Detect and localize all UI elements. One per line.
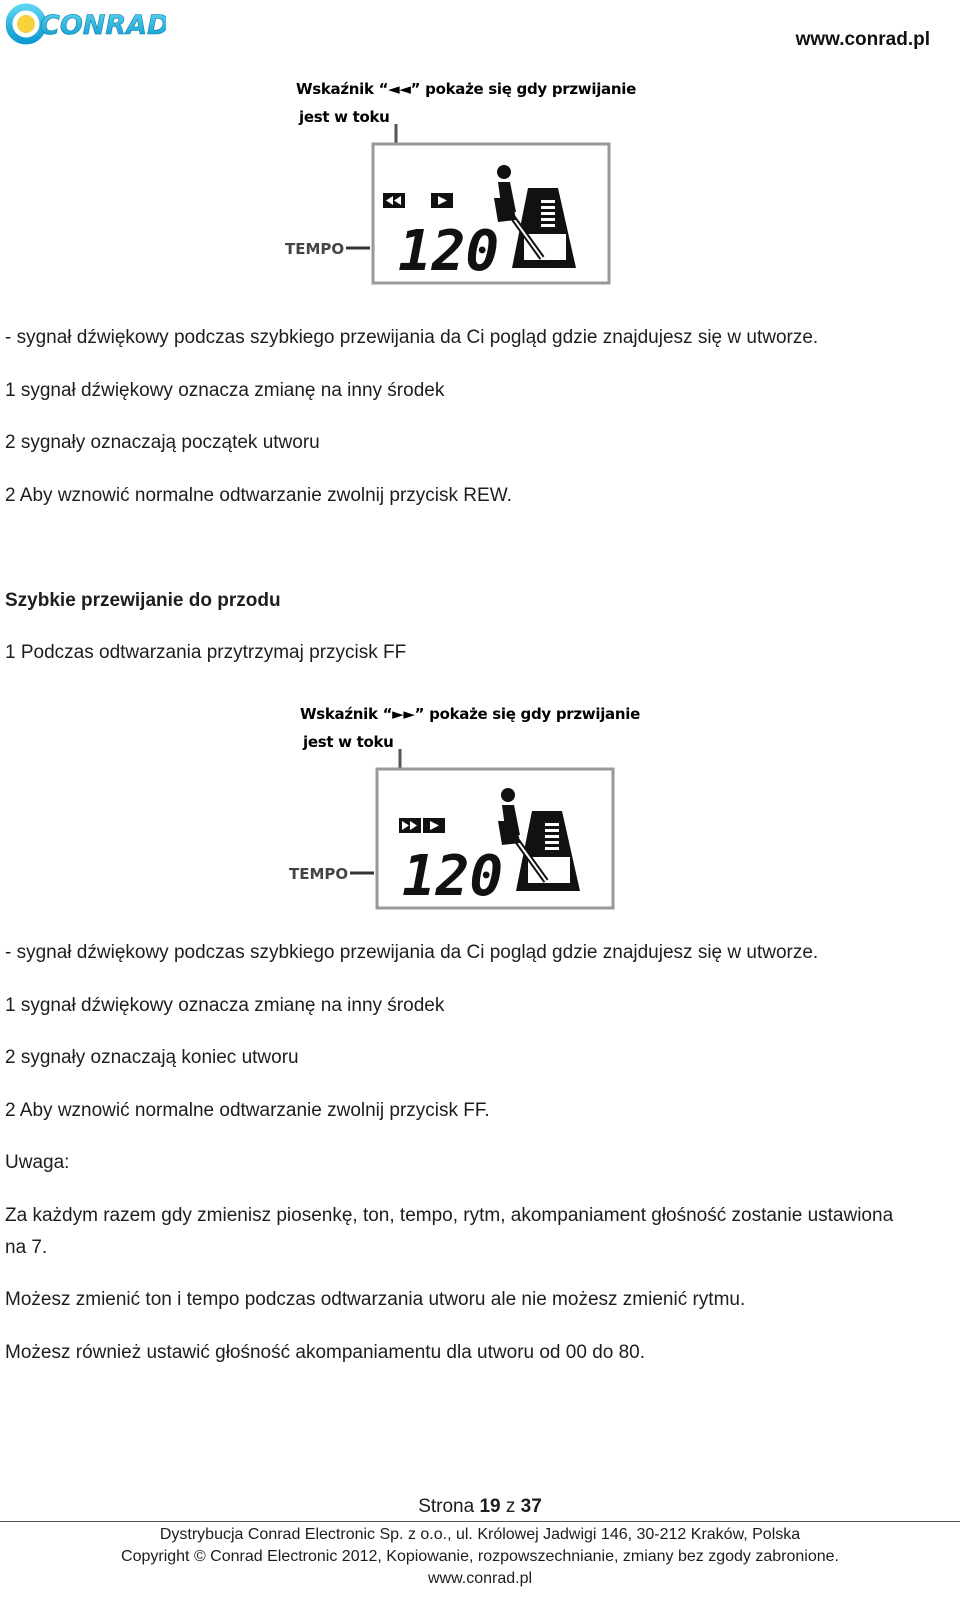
rewind-indicator-icon (383, 193, 405, 208)
logo-wordmark: CONRAD (40, 10, 166, 41)
page-mid: z (500, 1496, 521, 1517)
paragraph: 2 sygnały oznaczają początek utworu (5, 432, 320, 453)
lcd-figure-rewind (280, 72, 670, 287)
footer-copyright: Copyright © Conrad Electronic 2012, Kopiowanie, rozpowszechnianie, zmiany bez zgody zabronione. (121, 1548, 839, 1565)
paragraph: 2 Aby wznowić normalne odtwarzanie zwolnij przycisk FF. (5, 1100, 490, 1121)
paragraph: - sygnał dźwiękowy podczas szybkiego przewijania da Ci pogląd gdzie znajdujesz się w utworze. (5, 942, 819, 963)
paragraph: Możesz zmienić ton i tempo podczas odtwarzania utworu ale nie możesz zmienić rytmu. (5, 1289, 746, 1310)
tempo-label: TEMPO (285, 240, 345, 258)
paragraph: 1 Podczas odtwarzania przytrzymaj przycisk FF (5, 642, 407, 663)
paragraph: - sygnał dźwiękowy podczas szybkiego przewijania da Ci pogląd gdzie znajdujesz się w utworze. (5, 327, 819, 348)
conrad-logo (6, 2, 166, 46)
paragraph: Za każdym razem gdy zmienisz piosenkę, ton, tempo, rytm, akompaniament głośność zostanie ustawiona na 7. (5, 1205, 894, 1258)
tempo-display-value: 120 (398, 219, 500, 284)
paragraph: 2 sygnały oznaczają koniec utworu (5, 1047, 299, 1068)
figure-caption-line2: jest w toku (303, 733, 394, 751)
play-indicator-icon (423, 818, 445, 833)
page-current: 19 (479, 1496, 501, 1517)
paragraph: 2 Aby wznowić normalne odtwarzanie zwolnij przycisk REW. (5, 485, 512, 506)
header-website: www.conrad.pl (795, 29, 930, 50)
footer-divider (0, 1521, 960, 1522)
tempo-label: TEMPO (289, 865, 349, 883)
figure-caption-line1: Wskaźnik “◄◄” pokaże się gdy przwijanie (296, 80, 636, 98)
play-indicator-icon (431, 193, 453, 208)
figure-caption-line2: jest w toku (299, 108, 390, 126)
page-number (0, 1496, 960, 1518)
footer-website: www.conrad.pl (427, 1570, 533, 1587)
figure-caption-line1: Wskaźnik “►►” pokaże się gdy przwijanie (300, 705, 640, 723)
section-heading: Szybkie przewijanie do przodu (5, 590, 281, 611)
page-total: 37 (520, 1496, 542, 1517)
lcd-figure-fastforward (280, 697, 670, 912)
paragraph: Możesz również ustawić głośność akompaniamentu dla utworu od 00 do 80. (5, 1342, 646, 1363)
fast-forward-indicator-icon (399, 818, 421, 833)
paragraph: 1 sygnał dźwiękowy oznacza zmianę na inny środek (5, 995, 445, 1016)
paragraph: 1 sygnał dźwiękowy oznacza zmianę na inny środek (5, 380, 445, 401)
tempo-display-value: 120 (402, 844, 504, 909)
page-prefix: Strona (418, 1496, 480, 1517)
note-label: Uwaga: (5, 1152, 70, 1173)
footer-address: Dystrybucja Conrad Electronic Sp. z o.o., ul. Królowej Jadwigi 146, 30-212 Kraków, Polska (159, 1526, 801, 1543)
